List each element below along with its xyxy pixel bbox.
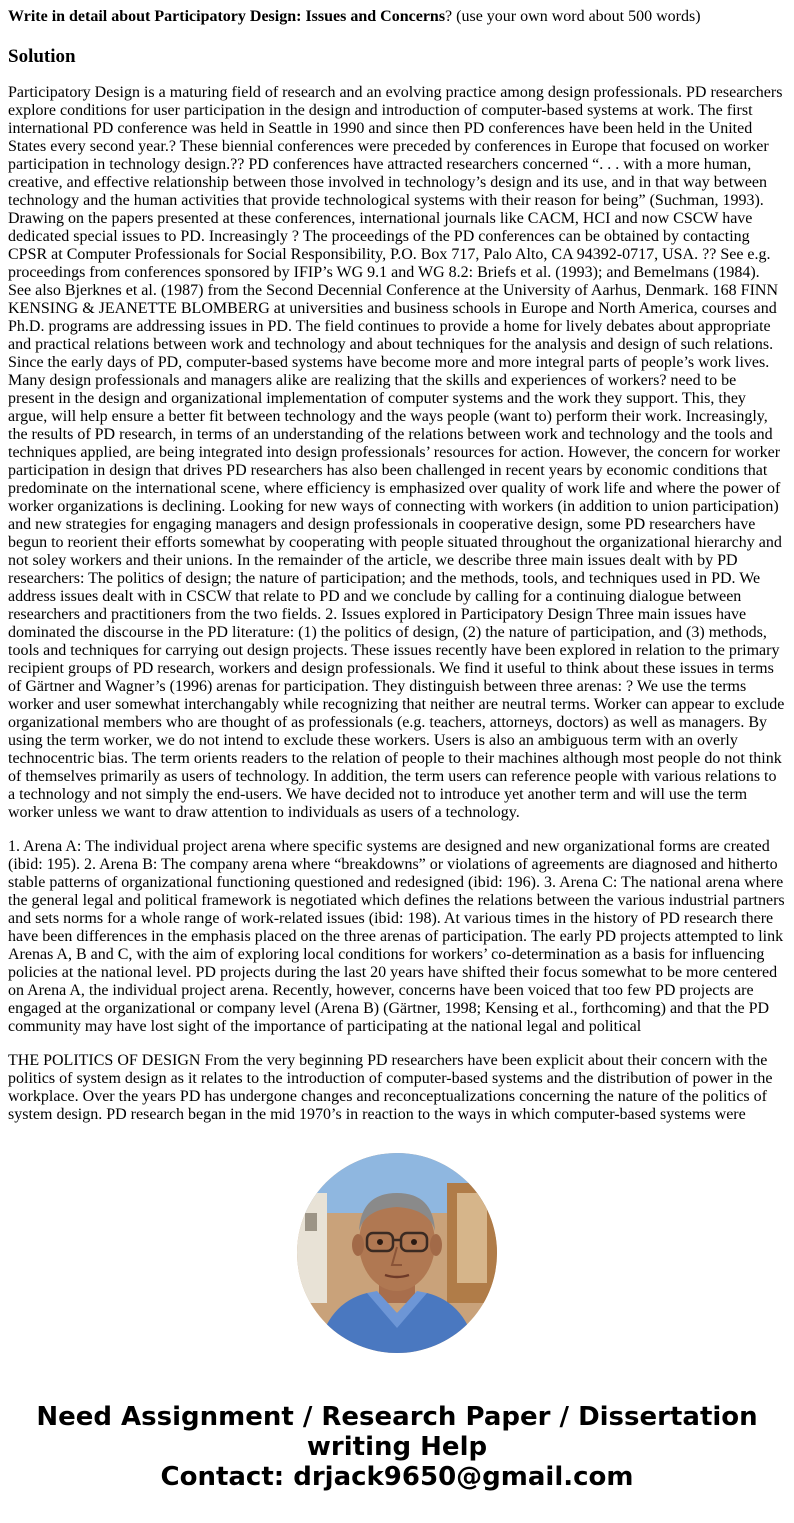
paragraph-3: THE POLITICS OF DESIGN From the very beginning PD researchers have been explicit about their concern with the politics of system design as it relates to the introduction of computer-based systems and the distribution of power in the workplace. Over the years PD has undergone changes and reconceptualizations concerning the nature of the politics of system design. PD research began in the mid 1970’s in reaction to the ways in which computer-based systems were [8, 1052, 773, 1123]
footer-promo [0, 1402, 794, 1492]
question-title: Write in detail about Participatory Design: Issues and Concerns [8, 8, 446, 25]
question-line [8, 8, 786, 26]
footer-line-2: writing Help [306, 1432, 488, 1462]
solution-heading: Solution [8, 46, 76, 67]
question-instruction: ? (use your own word about 500 words) [445, 8, 701, 25]
author-photo [297, 1153, 497, 1353]
author-portrait [297, 1153, 497, 1353]
footer-line-1: Need Assignment / Research Paper / Dissertation [36, 1402, 758, 1432]
paragraph-2: 1. Arena A: The individual project arena where specific systems are designed and new organizational forms are created (ibid: 195). 2. Arena B: The company arena where “breakdowns” or violations of agreements are diagnosed and hitherto stable patterns of organizational functioning questioned and redesigned (ibid: 196). 3. Arena C: The national arena where the general legal and political framework is negotiated which defines the relations between the various industrial partners and sets norms for a whole range of work-related issues (ibid: 198). At various times in the history of PD research there have been differences in the emphasis placed on the three arenas of participation. The early PD projects attempted to link Arenas A, B and C, with the aim of exploring local conditions for workers’ co-determination as a basis for influencing policies at the national level. PD projects during the last 20 years have shifted their focus somewhat to be more centered on Arena A, the individual project arena. Recently, however, concerns have been voiced that too few PD projects are engaged at the organizational or company level (Arena B) (Gärtner, 1998; Kensing et al., forthcoming) and that the PD community may have lost sight of the importance of participating at the national legal and political [8, 838, 785, 1035]
paragraph-1: Participatory Design is a maturing field of research and an evolving practice among design professionals. PD researchers explore conditions for user participation in the design and introduction of computer-based systems at work. The first international PD conference was held in Seattle in 1990 and since then PD conferences have been held in the United States every second year.? These biennial conferences were preceded by conferences in Europe that focused on worker participation in technology design.?? PD conferences have attracted researchers concerned “. . . with a more human, creative, and effective relationship between those involved in technology’s design and its use, and in that way between technology and the human activities that provide technological systems with their reason for being” (Suchman, 1993). Drawing on the papers presented at these conferences, international journals like CACM, HCI and now CSCW have dedicated special issues to PD. Increasingly ? The proceedings of the PD conferences can be obtained by contacting CPSR at Computer Professionals for Social Responsibility, P.O. Box 717, Palo Alto, CA 94392-0717, USA. ?? See e.g. proceedings from conferences sponsored by IFIP’s WG 9.1 and WG 8.2: Briefs et al. (1993); and Bemelmans (1984). See also Bjerknes et al. (1987) from the Second Decennial Conference at the University of Aarhus, Denmark. 168 FINN KENSING & JEANETTE BLOMBERG at universities and business schools in Europe and North America, courses and Ph.D. programs are addressing issues in PD. The field continues to provide a home for lively debates about appropriate and practical relations between work and technology and about techniques for the analysis and design of such relations. Since the early days of PD, computer-based systems have become more and more integral parts of people’s work lives. Many design professionals and managers alike are realizing that the skills and experiences of workers? need to be present in the design and organizational implementation of computer systems and the work they support. This, they argue, will help ensure a better fit between technology and the ways people (want to) perform their work. Increasingly, the results of PD research, in terms of an understanding of the relations between work and technology and the tools and techniques applied, are being integrated into design professionals’ resources for action. However, the concern for worker participation in design that drives PD researchers has also been challenged in recent years by economic conditions that predominate on the international scene, where efficiency is emphasized over quality of work life and where the power of worker organizations is declining. Looking for new ways of connecting with workers (in addition to union participation) and new strategies for engaging managers and design professionals in cooperative design, some PD researchers have begun to reorient their efforts somewhat by cooperating with people situated throughout the organizational hierarchy and not soley workers and their unions. In the remainder of the article, we describe three main issues dealt with by PD researchers: The politics of design; the nature of participation; and the methods, tools, and techniques used in PD. We address issues dealt with in CSCW that relate to PD and we conclude by calling for a continuing dialogue between researchers and practitioners from the two fields. 2. Issues explored in Participatory Design Three main issues have dominated the discourse in the PD literature: (1) the politics of design, (2) the nature of participation, and (3) methods, tools and techniques for carrying out design projects. These issues recently have been explored in relation to the primary recipient groups of PD research, workers and design professionals. We find it useful to think about these issues in terms of Gärtner and Wagner’s (1996) arenas for participation. They distinguish between three arenas: ? We use the terms worker and user somewhat interchangably while recognizing that neither are neutral terms. Worker can appear to exclude organizational members who are thought of as professionals (e.g. teachers, attorneys, doctors) as well as managers. By using the term worker, we do not intend to exclude these workers. Users is also an ambiguous term with an overly technocentric bias. The term orients readers to the relation of people to their machines although most people do not think of themselves primarily as users of technology. In addition, the term users can reference people with various relations to a technology and not simply the end-users. We have decided not to introduce yet another term and will use the term worker unless we want to draw attention to individuals as users of a technology. [8, 84, 785, 821]
footer-contact: Contact: drjack9650@gmail.com [160, 1462, 634, 1492]
article-content [8, 0, 786, 1123]
